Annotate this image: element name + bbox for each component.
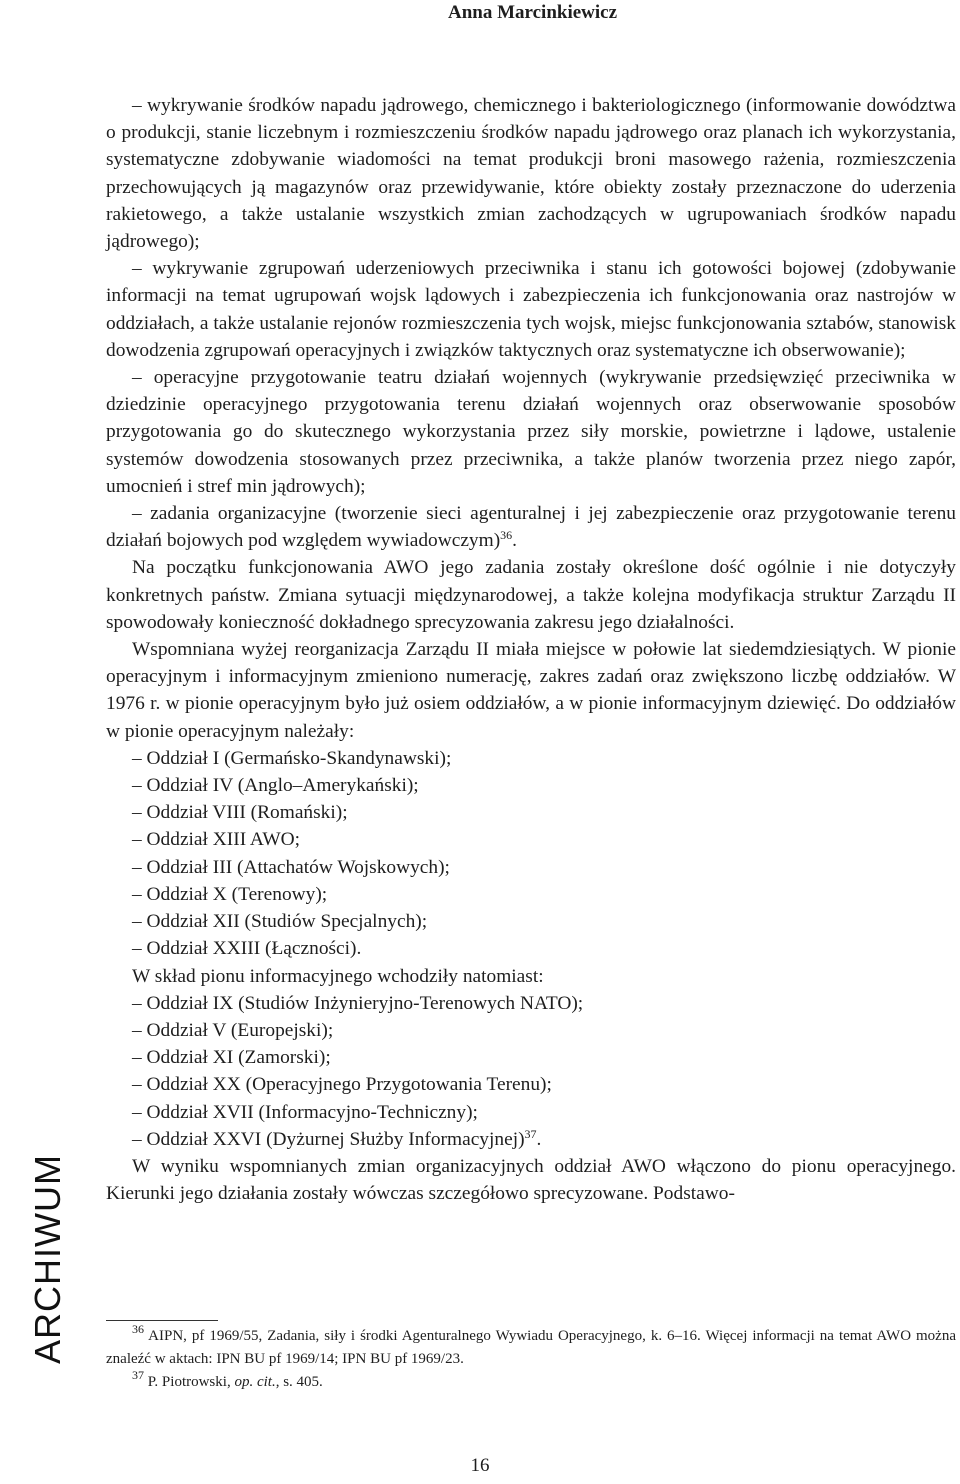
header-author: Anna Marcinkiewicz [448,2,618,23]
footnote-number: 37 [132,1368,144,1382]
footnote-text: P. Piotrowski, [144,1374,235,1390]
footnote-ref-36[interactable]: 36 [500,528,513,543]
list-item [106,1126,956,1153]
footnote-text: AIPN, pf 1969/55, Zadania, siły i środki Agenturalnego Wywiadu Operacyjnego, k. 6–16. Więcej informacji na temat AWO można znaleźć w aktach: IPN BU pf 1969/14; IPN BU pf 1969/23. [106,1328,956,1367]
footnote-text-end: , s. 405. [275,1374,323,1390]
list-item-text: Oddział XXVI (Dyżurnej Służby Informacyjnej) [146,1128,525,1150]
footnote-37 [106,1368,956,1394]
footnote-number: 36 [132,1322,144,1336]
task-paragraph-2: – wykrywanie zgrupowań uderzeniowych przeciwnika i stanu ich gotowości bojowej (zdobywanie informacji na temat ugrupowań wojsk lądowych i zabezpieczenia ich funkcjonowania oraz nastrojów w oddziałach, a także ustalanie rejonów rozmieszczenia tych wojsk, miejsc funkcjonowania sztabów, stanowisk dowodzenia zgrupowań operacyjnych i związków taktycznych oraz systematyczne ich obserwowanie); [106,258,956,361]
paragraph-awo-scope: Na początku funkcjonowania AWO jego zadania zostały określone dość ogólnie i nie dotyczyły konkretnych państw. Zmiana sytuacji międzynarodowej, a także kolejna modyfikacja struktur Zarządu II spowodowały konieczność dokładnego sprecyzowania zakresu jego działalności. [106,557,956,633]
task-paragraph-1: – wykrywanie środków napadu jądrowego, chemicznego i bakteriologicznego (informowanie dowództwa o produkcji, stanie liczebnym i rozmieszczeniu środków napadu jądrowego oraz planach ich wykorzystania, systematyczne zdobywanie wiadomości na temat produkcji broni masowego rażenia, rozmieszczenia przechowujących ją magazynów oraz przewidywanie, które obiekty zostały przeznaczone do uderzenia rakietowego, a także ustalanie wszystkich zmian zachodzących w ugrupowaniach środków napadu jądrowego); [106,95,956,253]
list-item: – Oddział XVII (Informacyjno-Techniczny); [106,1099,956,1126]
list-item: – Oddział XI (Zamorski); [106,1044,956,1071]
task-paragraph-4 [106,500,956,554]
main-text [106,92,956,1207]
task-4-end: . [512,530,518,552]
operational-units-list [106,745,956,963]
list-item: – Oddział XXIII (Łączności). [106,935,956,962]
list-item: – Oddział IX (Studiów Inżynieryjno-Terenowych NATO); [106,990,956,1017]
footnote-ref-37[interactable]: 37 [524,1126,537,1141]
list-item: – Oddział XX (Operacyjnego Przygotowania Terenu); [106,1071,956,1098]
footnote-divider [106,1320,218,1321]
list-item: – Oddział XII (Studiów Specjalnych); [106,908,956,935]
list-item: – Oddział V (Europejski); [106,1017,956,1044]
running-header [0,0,960,24]
info-units-intro: W skład pionu informacyjnego wchodziły natomiast: [132,965,544,987]
list-item: – Oddział X (Terenowy); [106,881,956,908]
archiwum-side-label: ARCHIWUM [27,1154,68,1364]
list-item: – Oddział VIII (Romański); [106,799,956,826]
page-number: 16 [470,1455,490,1476]
info-units-list [106,990,956,1153]
list-item: – Oddział III (Attachatów Wojskowych); [106,854,956,881]
task-4-text: – zadania organizacyjne (tworzenie sieci agenturalnej i jej zabezpieczenie oraz przygotowanie terenu działań bojowych pod względem wywiadowczym) [106,503,956,552]
paragraph-reorganization: Wspomniana wyżej reorganizacja Zarządu II miała miejsce w połowie lat siedemdziesiątych. W pionie operacyjnym i informacyjnym zmieniono numerację, zakres zadań oraz zwiększono liczbę oddziałów. W 1976 r. w pionie operacyjnym było już osiem oddziałów, a w pionie informacyjnym dziewięć. Do oddziałów w pionie operacyjnym należały: [106,639,956,742]
footnote-citation-italic: op. cit. [234,1374,276,1390]
list-item: – Oddział I (Germańsko-Skandynawski); [106,745,956,772]
footnote-36 [106,1322,956,1371]
list-item: – Oddział IV (Anglo‒Amerykański); [106,772,956,799]
paragraph-awo-moved: W wyniku wspomnianych zmian organizacyjnych oddział AWO włączono do pionu operacyjnego. Kierunki jego działania zostały wówczas szczegółowo sprecyzowane. Podstawo- [106,1155,956,1205]
list-item: – Oddział XIII AWO; [106,826,956,853]
footnotes [106,1322,956,1394]
task-paragraph-3: – operacyjne przygotowanie teatru działań wojennych (wykrywanie przedsięwzięć przeciwnika w dziedzinie operacyjnego przygotowania terenu działań wojennych oraz obserwowanie sposobów przygotowania go do skutecznego wykorzystania przez siły morskie, powietrzne i lądowe, ustalenie systemów dowodzenia stosowanych przez przeciwnika, a także planów tworzenia przez niego zapór, umocnień i stref min jądrowych); [106,367,956,497]
list-item-end: . [536,1128,542,1150]
